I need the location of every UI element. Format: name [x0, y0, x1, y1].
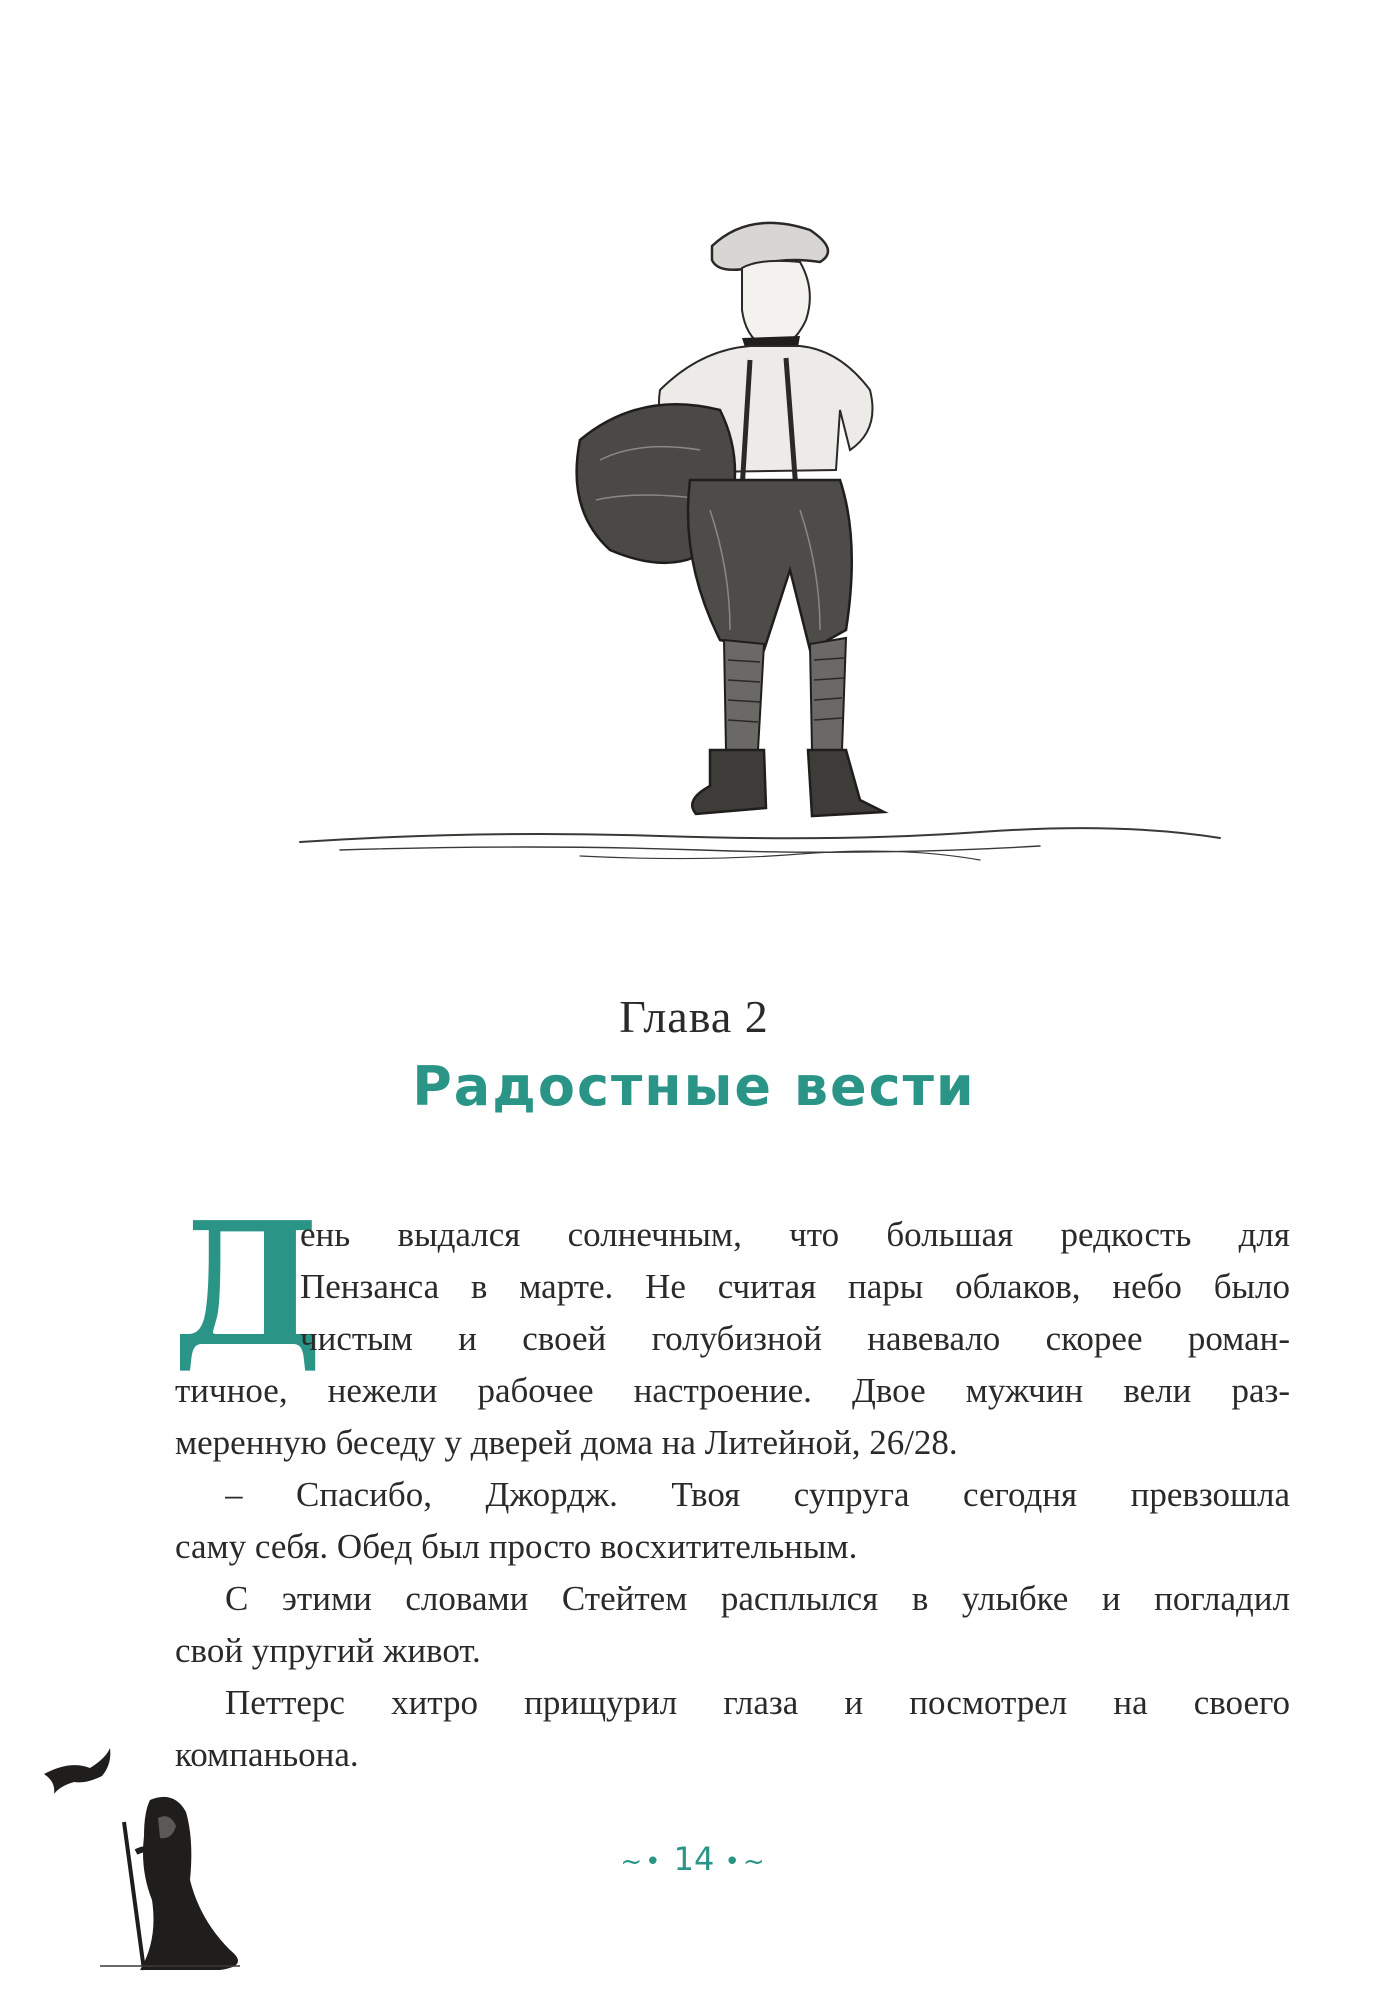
chapter-number: Глава 2 [619, 991, 769, 1042]
text-line: чистым и своей голубизной навевало скорее роман- [300, 1319, 1290, 1358]
text-line: – Спасибо, Джордж. Твоя супруга сегодня превзошла [225, 1475, 1290, 1514]
text-line: Пензанса в марте. Не считая пары облаков, небо было [300, 1267, 1290, 1306]
chapter-title: Радостные вести [412, 1055, 976, 1118]
page-number-decoration-right: •~ [724, 1847, 768, 1877]
text-line: ень выдался солнечным, что большая редкость для [300, 1215, 1290, 1254]
drop-cap: Д [172, 1185, 324, 1385]
text-line: свой упругий живот. [175, 1631, 481, 1670]
text-line: компаньона. [175, 1735, 359, 1774]
boy-standing-illustration [280, 210, 1240, 890]
text-line: саму себя. Обед был просто восхитительным. [175, 1527, 858, 1566]
page-number-decoration-left: ~• [620, 1847, 664, 1877]
page-number-value: 14 [673, 1840, 715, 1878]
text-line: тичное, нежели рабочее настроение. Двое мужчин вели раз- [175, 1371, 1290, 1410]
text-line: С этими словами Стейтем расплылся в улыбке и погладил [225, 1579, 1290, 1618]
page-number [0, 1840, 1388, 1878]
text-line: Петтерс хитро прищурил глаза и посмотрел на своего [225, 1683, 1290, 1722]
text-line: меренную беседу у дверей дома на Литейной, 26/28. [175, 1423, 958, 1462]
